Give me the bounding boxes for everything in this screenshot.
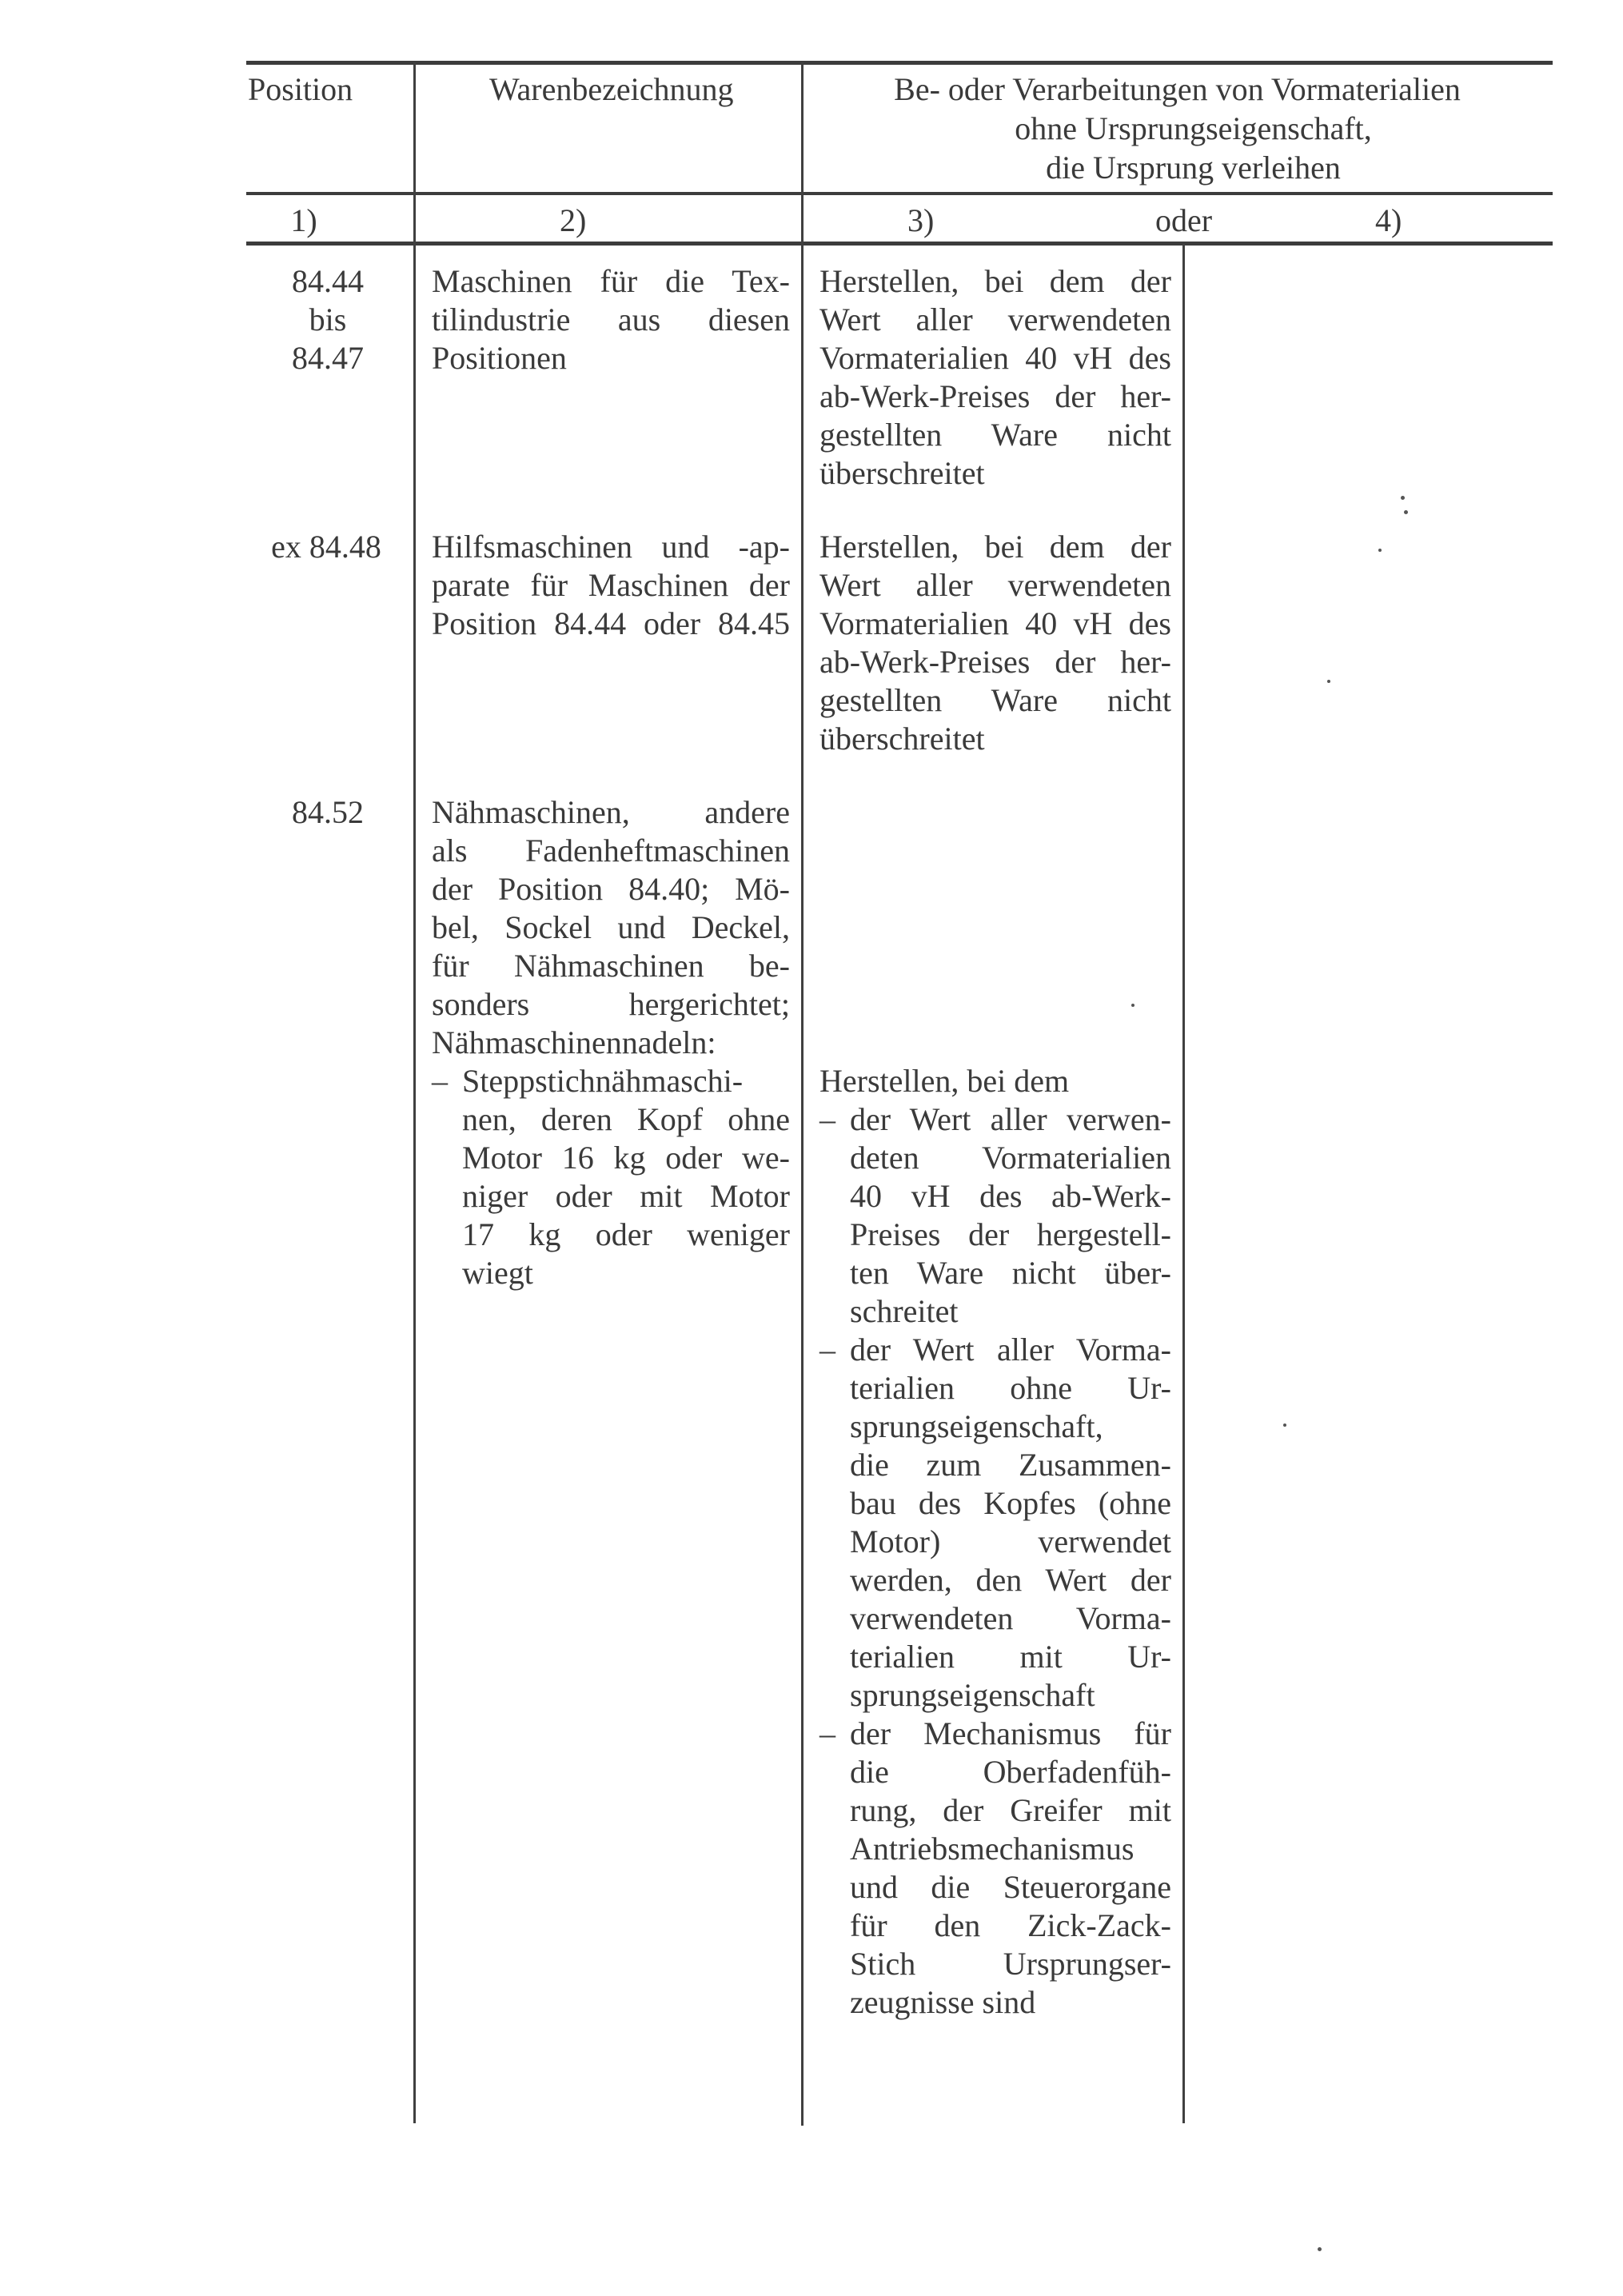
scan-speck	[1283, 1424, 1286, 1427]
position-line: ex 84.48	[271, 529, 381, 565]
header-processing-line: Be- oder Verarbeitungen von Vormaterialien	[894, 71, 1461, 107]
description-line: für Nähmaschinen be-	[432, 948, 790, 984]
rule-line: Preises der hergestell-	[850, 1216, 1171, 1252]
row-2-rule	[819, 528, 1171, 758]
rule-line: Stich Ursprungser-	[850, 1946, 1171, 1982]
description-line: Hilfsmaschinen und -ap-	[432, 529, 790, 565]
row-1-position	[264, 262, 392, 377]
row-3-description	[432, 793, 790, 1292]
description-line: Maschinen für die Tex-	[432, 263, 790, 299]
description-line: parate für Maschinen der	[432, 567, 790, 603]
column-divider-3	[1182, 244, 1185, 2123]
rule-line: für den Zick-Zack-	[850, 1907, 1171, 1943]
header-description: Warenbezeichnung	[489, 71, 734, 107]
rule-line: und die Steuerorgane	[850, 1869, 1171, 1905]
description-line: 17 kg oder weniger	[462, 1216, 790, 1252]
position-line: 84.44	[292, 263, 364, 299]
rule-line: Wert aller verwendeten	[819, 301, 1171, 337]
column-divider-2	[801, 62, 804, 2126]
description-line: nen, deren Kopf ohne	[462, 1101, 790, 1137]
row-1-description	[432, 262, 790, 377]
rule-line: Herstellen, bei dem der	[819, 529, 1171, 565]
dash-bullet: –	[432, 1063, 448, 1099]
rule-line: gestellten Ware nicht	[819, 417, 1171, 453]
scan-speck	[1327, 680, 1330, 683]
scan-speck	[1401, 496, 1405, 500]
row-3-rule	[819, 1062, 1171, 2022]
rule-line: bau des Kopfes (ohne	[850, 1485, 1171, 1521]
description-line: tilindustrie aus diesen	[432, 301, 790, 337]
description-line: Motor 16 kg oder we-	[462, 1140, 790, 1176]
rule-line: der Wert aller Vorma-	[850, 1332, 1171, 1368]
sub-item-description	[432, 1062, 790, 1292]
column-or-label: oder	[1155, 202, 1213, 238]
header-processing-line: die Ursprung verleihen	[1046, 150, 1341, 186]
description-line: wiegt	[462, 1255, 533, 1291]
column-number-3: 3)	[907, 202, 935, 238]
rule-line: terialien ohne Ur-	[850, 1370, 1171, 1406]
description-line: Nähmaschinen, andere	[432, 794, 790, 830]
scan-speck	[1404, 510, 1408, 514]
row-2-description	[432, 528, 790, 643]
rule-line: der Wert aller verwen-	[850, 1101, 1171, 1137]
rule-item-3	[819, 1715, 1171, 2022]
rule-line: Vormaterialien 40 vH des	[819, 340, 1171, 376]
description-line: niger oder mit Motor	[462, 1178, 790, 1214]
row-3-position	[264, 793, 392, 832]
description-line: Nähmaschinennadeln:	[432, 1024, 716, 1060]
rule-line: rung, der Greifer mit	[850, 1792, 1171, 1828]
rule-line: ab-Werk-Preises der her-	[819, 378, 1171, 414]
rule-line: terialien mit Ur-	[850, 1639, 1171, 1675]
rule-line: sprungseigenschaft,	[850, 1408, 1103, 1444]
dash-bullet: –	[819, 1332, 835, 1368]
rule-item-2	[819, 1331, 1171, 1715]
dash-bullet: –	[819, 1715, 835, 1751]
description-line: Position 84.44 oder 84.45	[432, 605, 790, 641]
rule-line: ten Ware nicht über-	[850, 1255, 1171, 1291]
description-line: als Fadenheftmaschinen	[432, 833, 790, 868]
position-line: 84.52	[292, 794, 364, 830]
scan-speck	[1378, 549, 1382, 552]
rule-line: ab-Werk-Preises der her-	[819, 644, 1171, 680]
rule-line: zeugnisse sind	[850, 1984, 1036, 2020]
row-1-rule	[819, 262, 1171, 493]
position-line: bis	[309, 301, 347, 337]
description-line: Steppstichnähmaschi-	[462, 1063, 744, 1099]
rule-line: Wert aller verwendeten	[819, 567, 1171, 603]
rule-line: sprungseigenschaft	[850, 1677, 1095, 1713]
rule-line: schreitet	[850, 1293, 959, 1329]
column-number-4: 4)	[1375, 202, 1402, 238]
rule-line: Vormaterialien 40 vH des	[819, 605, 1171, 641]
rule-item-1	[819, 1100, 1171, 1331]
rule-line: Motor) verwendet	[850, 1523, 1171, 1559]
rule-line: überschreitet	[819, 455, 985, 491]
scan-speck	[1131, 1004, 1135, 1007]
rule-intro: Herstellen, bei dem	[819, 1063, 1070, 1099]
numbering-bottom-rule	[246, 242, 1553, 246]
rule-line: der Mechanismus für	[850, 1715, 1171, 1751]
rule-line: überschreitet	[819, 721, 985, 757]
rule-line: 40 vH des ab-Werk-	[850, 1178, 1171, 1214]
column-number-1: 1)	[290, 202, 317, 238]
position-line: 84.47	[292, 340, 364, 376]
row-2-position	[254, 528, 398, 566]
column-number-2: 2)	[560, 202, 587, 238]
rule-line: verwendeten Vorma-	[850, 1600, 1171, 1636]
rule-line: deten Vormaterialien	[850, 1140, 1171, 1176]
header-processing	[802, 70, 1553, 188]
header-processing-line: ohne Ursprungseigenschaft,	[1015, 110, 1372, 146]
dash-bullet: –	[819, 1101, 835, 1137]
rule-line: gestellten Ware nicht	[819, 682, 1171, 718]
description-line: bel, Sockel und Deckel,	[432, 909, 790, 945]
rule-line: Herstellen, bei dem der	[819, 263, 1171, 299]
description-line: sonders hergerichtet;	[432, 986, 790, 1022]
table-top-rule	[246, 61, 1553, 65]
description-line: Positionen	[432, 340, 567, 376]
description-line: der Position 84.40; Mö-	[432, 871, 790, 907]
rule-line: die zum Zusammen-	[850, 1447, 1171, 1483]
rule-line: Antriebsmechanismus	[850, 1831, 1135, 1867]
header-position: Position	[248, 71, 353, 107]
rule-line: die Oberfadenfüh-	[850, 1754, 1171, 1790]
column-divider-1	[413, 62, 416, 2123]
header-bottom-rule	[246, 192, 1553, 195]
rule-line: werden, den Wert der	[850, 1562, 1171, 1598]
scan-speck	[1318, 2247, 1322, 2251]
